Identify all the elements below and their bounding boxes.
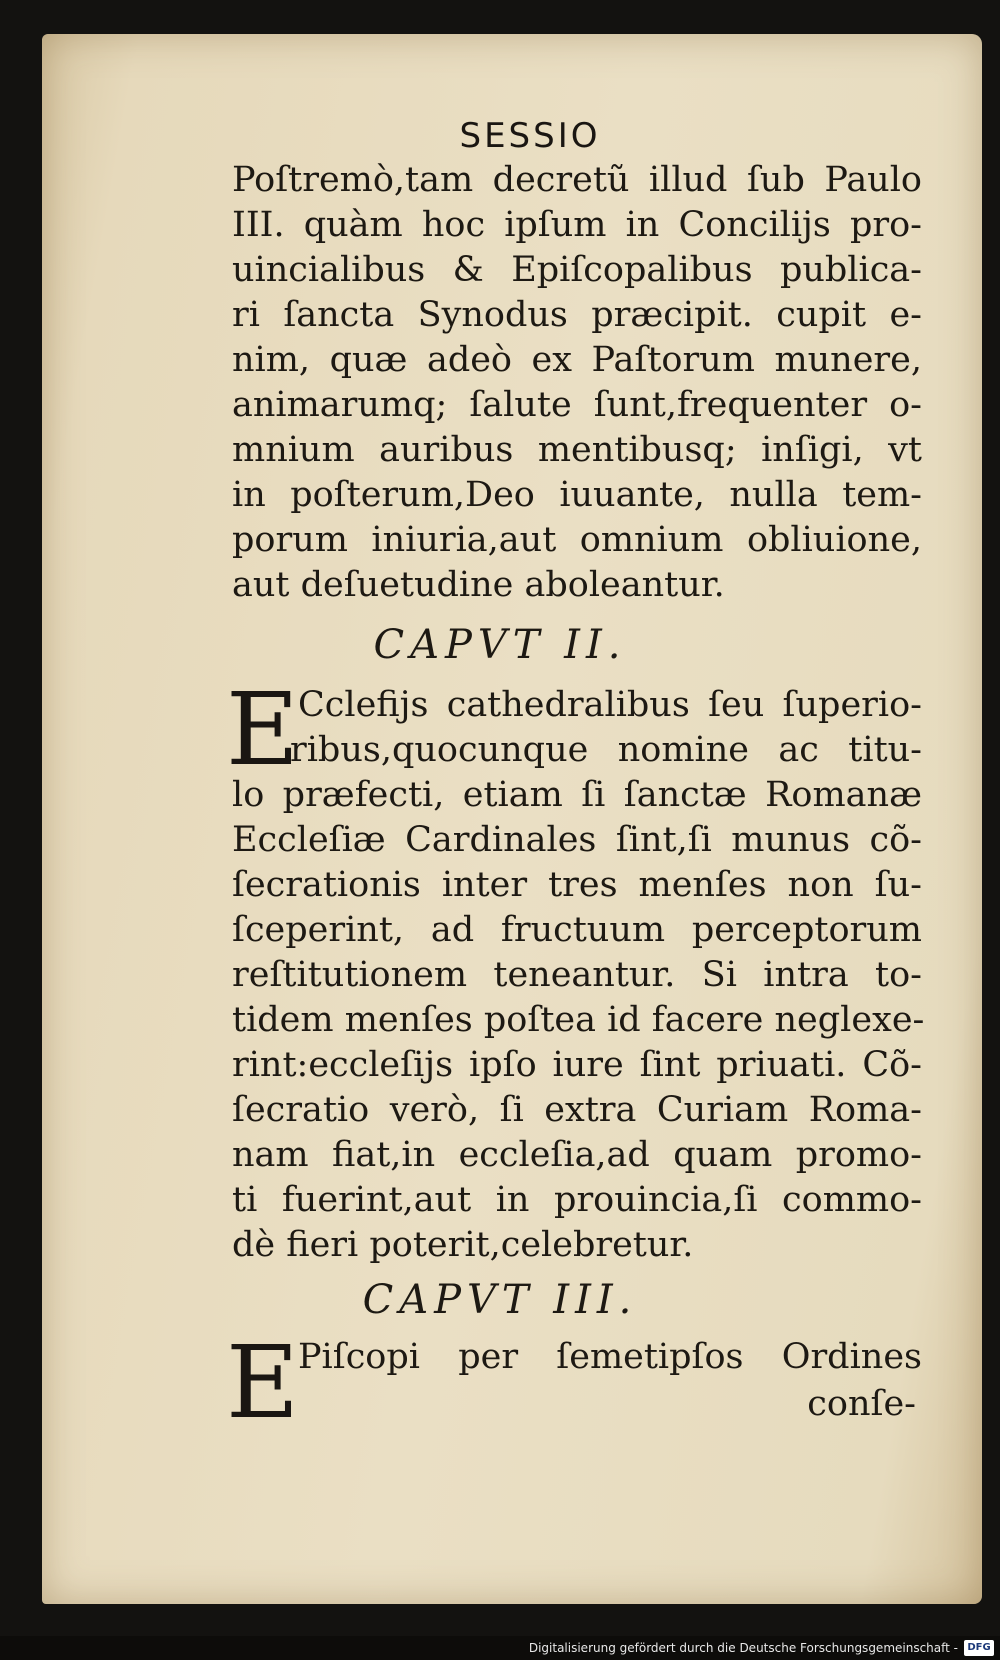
text-line: in poſterum,Deo iuuante, nulla tem- [232, 475, 922, 515]
chapter-heading-3: CAPVT III. [362, 1277, 638, 1323]
text-line: Cclefijs cathedralibus ſeu ſuperio- [298, 685, 922, 725]
text-line: ribus,quocunque nomine ac titu- [290, 730, 922, 770]
chapter-3-text [232, 1335, 922, 1380]
text-line: Poſtremò,tam decretũ illud ſub Paulo [232, 160, 922, 200]
text-line: III. quàm hoc ipſum in Concilijs pro- [232, 205, 922, 245]
text-line: aut deſuetudine aboleantur. [232, 565, 725, 605]
text-line: ti fuerint,aut in prouincia,ſi commo- [232, 1180, 922, 1220]
text-line: nam fiat,in eccleſia,ad quam promo- [232, 1135, 922, 1175]
text-line: reſtitutionem teneantur. Si intra to- [232, 955, 922, 995]
text-line: rint:eccleſijs ipſo iure ſint priuati. Cõ- [232, 1045, 922, 1085]
text-line: animarumq; ſalute ſunt,frequenter o- [232, 385, 922, 425]
text-line: mnium auribus mentibusq; inſigi, vt [232, 430, 922, 470]
text-line: Piſcopi per ſemetipſos Ordines [298, 1337, 922, 1377]
drop-cap-initial: E [226, 1324, 299, 1441]
running-header [0, 116, 1000, 156]
text-line: ſecratio verò, ſi extra Curiam Roma- [232, 1090, 922, 1130]
catchword: conſe- [807, 1384, 916, 1424]
text-line: uincialibus & Epiſcopalibus publica- [232, 250, 922, 290]
text-line: tidem menſes poſtea id facere neglexe- [232, 1000, 925, 1040]
running-title: SESSIO [459, 116, 601, 156]
paragraph-continuation [232, 158, 922, 608]
dfg-logo: DFG [964, 1640, 994, 1656]
text-line: porum iniuria,aut omnium obliuione, [232, 520, 922, 560]
text-line: Eccleſiæ Cardinales ſint,ſi munus cõ- [232, 820, 922, 860]
text-line: ſceperint, ad fructuum perceptorum [232, 910, 922, 950]
text-line: nim, quæ adeò ex Paſtorum munere, [232, 340, 922, 380]
text-line: dè fieri poterit,celebretur. [232, 1225, 694, 1265]
drop-cap-initial: E [226, 671, 299, 788]
digitization-credit-bar [0, 1636, 1000, 1660]
chapter-heading-2: CAPVT II. [373, 622, 627, 668]
credit-text: Digitalisierung gefördert durch die Deutsche Forschungsgemeinschaft - [528, 1641, 958, 1655]
text-line: lo præfecti, etiam ſi ſanctæ Romanæ [232, 775, 922, 815]
text-line: ſecrationis inter tres menſes non ſu- [232, 865, 922, 905]
chapter-2-text [232, 683, 925, 1268]
text-line: ri ſancta Synodus præcipit. cupit e- [232, 295, 922, 335]
